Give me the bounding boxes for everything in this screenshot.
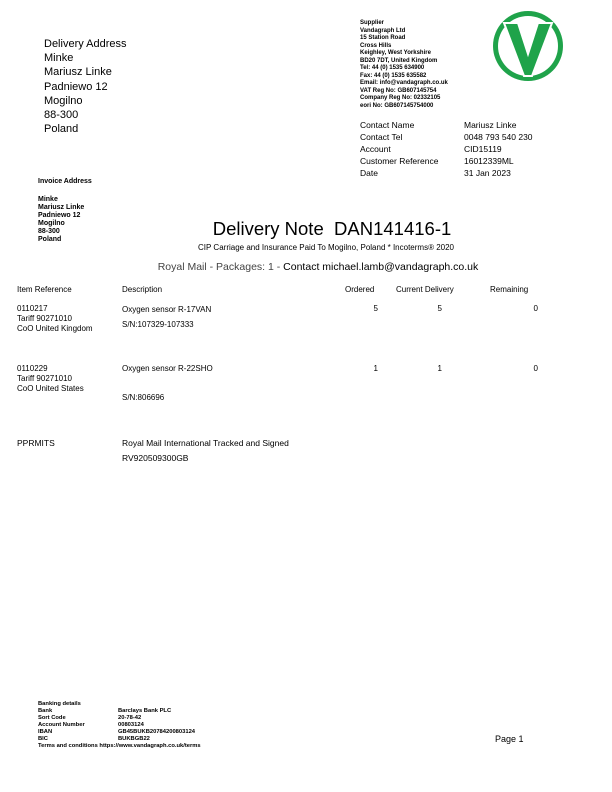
vandagraph-logo-icon: [492, 10, 564, 82]
invoice-address-line: Minke: [38, 196, 58, 203]
header-description: Description: [122, 285, 163, 294]
header-ordered: Ordered: [345, 285, 375, 294]
delivery-address: [44, 37, 127, 136]
item-ref: 0110229: [17, 364, 48, 373]
delivery-address-line: Mariusz Linke: [44, 66, 112, 79]
contact-value: Mariusz Linke: [464, 120, 517, 130]
item-current: 5: [437, 304, 442, 313]
banking-value: BUKBGB22: [118, 736, 150, 742]
banking-row: [38, 708, 201, 715]
page-number: Page 1: [495, 734, 524, 744]
contact-label: Account: [360, 144, 391, 154]
invoice-address-line: 88-300: [38, 228, 60, 235]
contact-row: [360, 119, 533, 131]
supplier-line: 15 Station Road: [360, 35, 406, 41]
supplier-line: Vandagraph Ltd: [360, 27, 406, 34]
shipping-label: Royal Mail - Packages: 1 -: [157, 261, 284, 273]
delivery-address-line: Mogilno: [44, 94, 83, 107]
supplier-line: BD20 7DT, United Kingdom: [360, 57, 438, 64]
document-title-prefix: Delivery Note: [212, 218, 324, 239]
banking-details: [38, 701, 201, 750]
item-tariff: Tariff 90271010: [17, 314, 73, 323]
supplier-line: Company Reg No: 02332105: [360, 95, 441, 101]
banking-label: Account Number: [38, 722, 85, 728]
delivery-address-line: Poland: [44, 123, 79, 136]
item-ordered: 1: [373, 364, 378, 373]
item-serial: S/N:107329-107333: [122, 320, 194, 329]
supplier-email[interactable]: Email: info@vandagraph.co.uk: [360, 80, 448, 86]
contact-label: Contact Name: [360, 120, 415, 130]
contact-value: CID15119: [464, 144, 502, 154]
delivery-address-line: Minke: [44, 52, 74, 65]
banking-label: Sort Code: [38, 715, 66, 721]
contact-label: Customer Reference: [360, 156, 439, 166]
contact-value: 16012339ML: [464, 156, 514, 166]
banking-value: 00803124: [118, 722, 144, 728]
item-remaining: 0: [533, 304, 538, 313]
banking-row: [38, 722, 201, 729]
tracking-number: RV920509300GB: [122, 453, 189, 463]
contact-row: [360, 143, 533, 155]
header-current-delivery: Current Delivery: [396, 285, 454, 294]
banking-row: [38, 736, 201, 743]
item-current: 1: [437, 364, 442, 373]
contact-label: Contact Tel: [360, 132, 403, 142]
banking-value: 20-78-42: [118, 715, 142, 721]
invoice-address-line: Mariusz Linke: [38, 204, 85, 211]
document-number: DAN141416-1: [334, 218, 452, 239]
item-tariff: Tariff 90271010: [17, 374, 73, 383]
supplier-title: Supplier: [360, 20, 385, 26]
terms-link[interactable]: Terms and conditions https://www.vandagraph.co.uk/terms: [38, 743, 201, 749]
banking-value: Barclays Bank PLC: [118, 708, 172, 714]
supplier-line: Fax: 44 (0) 1535 635582: [360, 72, 427, 79]
header-item-reference: Item Reference: [17, 285, 72, 294]
delivery-address-line: Padniewo 12: [44, 80, 108, 93]
supplier-line: eori No: GB607145754000: [360, 102, 434, 109]
item-coo: CoO United States: [17, 384, 84, 393]
item-coo: CoO United Kingdom: [17, 324, 93, 333]
item-ordered: 5: [373, 304, 378, 313]
banking-value: GB45BUKB20784200803124: [118, 729, 196, 735]
invoice-address-line: Padniewo 12: [38, 212, 81, 219]
banking-row: [38, 715, 201, 722]
supplier-line: Cross Hills: [360, 42, 392, 49]
delivery-address-title: Delivery Address: [44, 38, 127, 50]
banking-label: BIC: [38, 736, 48, 742]
item-remaining: 0: [533, 364, 538, 373]
supplier-block: [360, 20, 500, 110]
banking-title: Banking details: [38, 701, 81, 707]
supplier-line: VAT Reg No: GB607145754: [360, 87, 437, 94]
contact-value: 31 Jan 2023: [464, 168, 511, 178]
contact-row: [360, 131, 533, 143]
supplier-line: Tel: 44 (0) 1535 634900: [360, 65, 425, 71]
delivery-address-line: 88-300: [44, 109, 79, 122]
supplier-line: Keighley, West Yorkshire: [360, 50, 431, 56]
contact-table: [360, 119, 533, 179]
banking-row: [38, 729, 201, 736]
contact-label: Date: [360, 168, 378, 178]
item-serial: S/N:806696: [122, 393, 165, 402]
item-description: Oxygen sensor R-22SHO: [122, 364, 213, 373]
invoice-address-line: Mogilno: [38, 220, 65, 227]
contact-email[interactable]: Contact michael.lamb@vandagraph.co.uk: [283, 261, 479, 273]
document-title: [0, 218, 612, 240]
shipping-line: [0, 261, 612, 273]
invoice-address-line: Poland: [38, 236, 62, 243]
header-remaining: Remaining: [490, 285, 529, 294]
item-ref: 0110217: [17, 304, 48, 313]
carrier-service: Royal Mail International Tracked and Signed: [122, 438, 289, 448]
banking-label: Bank: [38, 708, 53, 714]
contact-row: [360, 155, 533, 167]
banking-label: IBAN: [38, 729, 53, 735]
incoterms-line: CIP Carriage and Insurance Paid To Mogilno, Poland * Incoterms® 2020: [198, 243, 454, 252]
invoice-address-title: Invoice Address: [38, 178, 92, 185]
item-description: Oxygen sensor R-17VAN: [122, 305, 212, 314]
contact-value: 0048 793 540 230: [464, 132, 533, 142]
carrier-code: PPRMITS: [17, 438, 55, 448]
contact-row: [360, 167, 533, 179]
